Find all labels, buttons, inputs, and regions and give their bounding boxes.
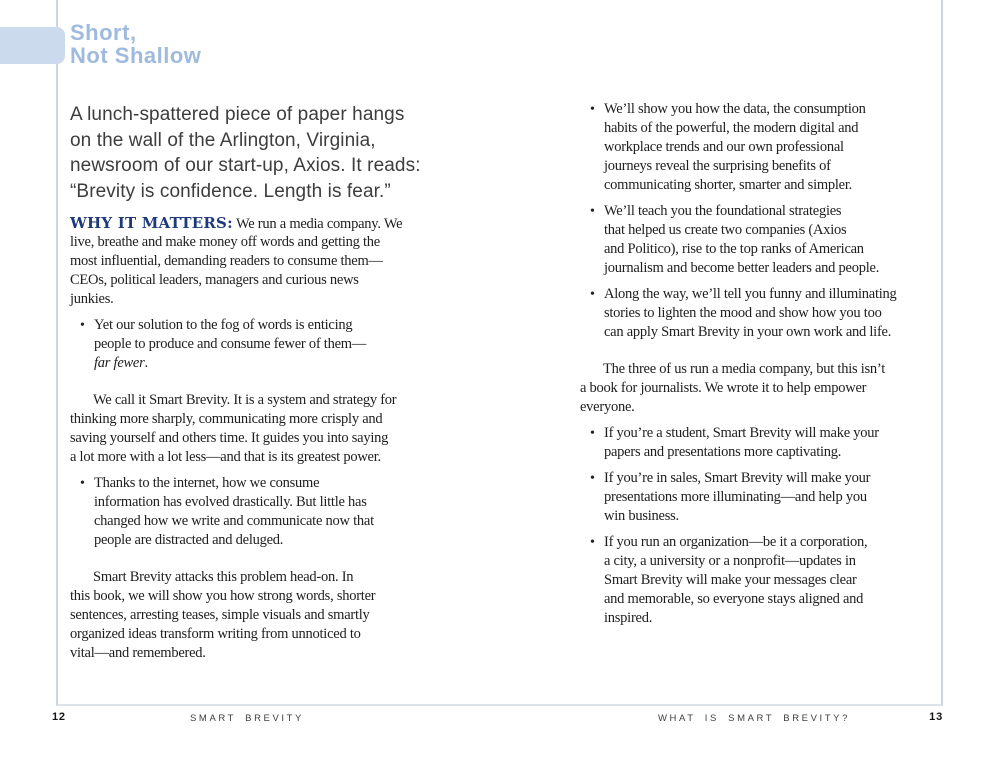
text-line: people are distracted and deluged. (94, 532, 284, 548)
text-line: • Yet our solution to the fog of words is enticing (94, 317, 353, 333)
page-number-right: 13 (929, 711, 943, 723)
chapter-title-line-2: Not Shallow (70, 43, 202, 68)
paragraph-smart-brevity (70, 391, 424, 467)
text-line: most influential, demanding readers to consume them— (70, 253, 383, 269)
right-page-body (580, 100, 914, 628)
text-line: people to produce and consume fewer of them— (94, 336, 367, 352)
text-line: • Along the way, we’ll tell you funny and illuminating (604, 286, 897, 302)
text-line: saving yourself and others time. It guides you into saying (70, 430, 389, 446)
chapter-title (70, 21, 201, 67)
period: . (144, 355, 148, 371)
text-line: • We’ll teach you the foundational strategies (604, 203, 842, 219)
left-page-body (70, 214, 424, 663)
page-number-left: 12 (52, 711, 66, 723)
kicker-paragraph-lines (70, 233, 424, 309)
text-line: inspired. (604, 610, 653, 626)
bullet-list (580, 100, 914, 342)
bullet-item-sales (580, 469, 914, 526)
bullet-item-student (580, 424, 914, 462)
text-line: a city, a university or a nonprofit—updates in (604, 553, 856, 569)
text-line: CEOs, political leaders, managers and curious news (70, 272, 359, 288)
kicker-label: WHY IT MATTERS: (70, 214, 233, 232)
kicker-line-text: We run a media company. We (235, 216, 403, 232)
text-line: communicating shorter, smarter and simpler. (604, 177, 852, 193)
text-line: newsroom of our start-up, Axios. It reads: (70, 155, 421, 176)
text-line: live, breathe and make money off words and getting the (70, 234, 380, 250)
text-line: • We’ll show you how the data, the consumption (604, 101, 866, 117)
text-line: everyone. (580, 399, 635, 415)
paragraph-three-of-us (580, 360, 914, 417)
text-line: presentations more illuminating—and help you (604, 489, 867, 505)
text-line: that helped us create two companies (Axios (604, 222, 847, 238)
text-line: this book, we will show you how strong words, shorter (70, 588, 376, 604)
text-line: and memorable, so everyone stays aligned and (604, 591, 864, 607)
bullet-list (70, 316, 424, 373)
bullet-list (70, 474, 424, 550)
text-line: • If you’re a student, Smart Brevity will make your (604, 425, 879, 441)
text-line: workplace trends and our own professional (604, 139, 844, 155)
bullet-list (580, 424, 914, 628)
bullet-item-strategies (580, 202, 914, 278)
text-line: organized ideas transform writing from unnoticed to (70, 626, 361, 642)
text-line: sentences, arresting teases, simple visuals and smartly (70, 607, 370, 623)
text-line: papers and presentations more captivating. (604, 444, 842, 460)
text-line: habits of the powerful, the modern digital and (604, 120, 859, 136)
bullet-item-last-line (94, 354, 424, 373)
text-line: a lot more with a lot less—and that is its greatest power. (70, 449, 381, 465)
chapter-title-line-1: Short, (70, 20, 137, 45)
bullet-item-lines (94, 316, 424, 354)
text-line: thinking more sharply, communicating more crisply and (70, 411, 383, 427)
text-line: “Brevity is confidence. Length is fear.” (70, 180, 391, 202)
text-line: information has evolved drastically. But little has (94, 494, 367, 510)
text-line: stories to lighten the mood and show how you too (604, 305, 882, 321)
running-footer-right: WHAT IS SMART BREVITY? (657, 713, 851, 724)
text-line: journalism and become better leaders and people. (604, 260, 880, 276)
intro-paragraph (70, 102, 421, 204)
text-line: win business. (604, 508, 679, 524)
text-line: • If you run an organization—be it a corporation, (604, 534, 868, 550)
text-line: journeys reveal the surprising benefits of (604, 158, 831, 174)
kicker-line (70, 214, 424, 233)
text-line: changed how we write and communicate now that (94, 513, 374, 529)
bullet-item-internet (70, 474, 424, 550)
bullet-item-data (580, 100, 914, 195)
text-line: junkies. (70, 291, 114, 307)
running-footer-left: SMART BREVITY (190, 713, 304, 724)
italic-phrase: far fewer (94, 355, 145, 371)
text-line: on the wall of the Arlington, Virginia, (70, 129, 376, 151)
text-line: a book for journalists. We wrote it to help empower (580, 380, 867, 396)
bullet-item-stories (580, 285, 914, 342)
bullet-item-fewer (70, 316, 424, 373)
why-it-matters-paragraph (70, 214, 424, 309)
text-line: • If you’re in sales, Smart Brevity will make your (604, 470, 871, 486)
bullet-item-organization (580, 533, 914, 628)
paragraph-attacks (70, 568, 424, 663)
text-line: A lunch-spattered piece of paper hangs (70, 104, 405, 125)
text-line: The three of us run a media company, but this isn’t (603, 361, 886, 377)
text-line: Smart Brevity will make your messages clear (604, 572, 857, 588)
text-line: • Thanks to the internet, how we consume (94, 475, 320, 491)
text-line: vital—and remembered. (70, 645, 206, 661)
text-line: and Politico), rise to the top ranks of American (604, 241, 864, 257)
text-line: Smart Brevity attacks this problem head-on. In (93, 569, 354, 585)
chapter-tab (0, 27, 65, 64)
text-line: can apply Smart Brevity in your own work and life. (604, 324, 892, 340)
text-line: We call it Smart Brevity. It is a system and strategy for (93, 392, 397, 408)
